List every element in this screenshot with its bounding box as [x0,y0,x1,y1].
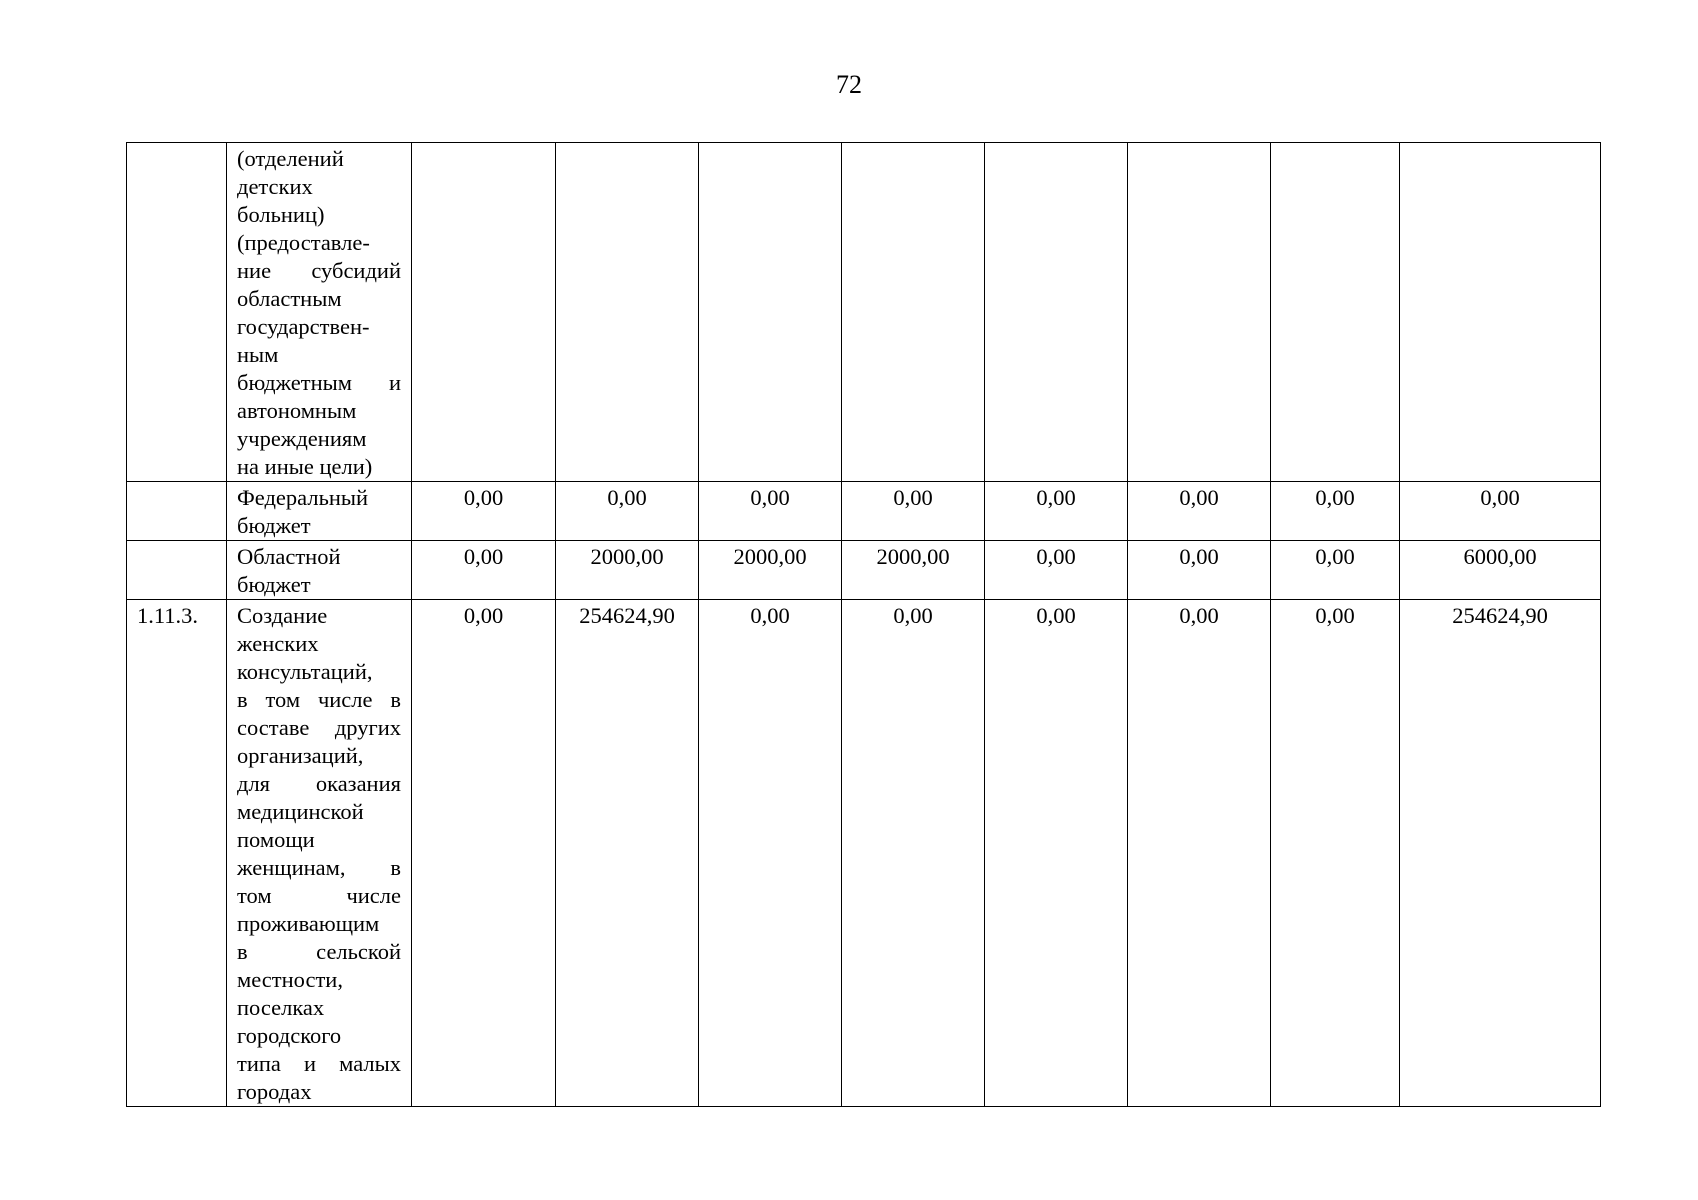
description-line: женских [237,631,319,656]
value-cell [699,143,842,482]
description-line: типа и малых [237,1051,401,1076]
budget-table [126,142,1601,1107]
description-cell [227,143,412,482]
value-cell: 0,00 [412,600,556,1107]
value-cell: 0,00 [1271,600,1400,1107]
value-cell: 0,00 [842,482,985,541]
description-line: (предоставле- [237,230,370,255]
value-cell [412,143,556,482]
description-line: ным [237,342,279,367]
row-number-cell [127,143,227,482]
description-line: автономным [237,398,357,423]
table-row [127,600,1601,1107]
description-line: детских [237,174,313,199]
description-line: ние субсидий [237,258,401,283]
description-line: (отделений [237,146,344,171]
row-number-cell [127,541,227,600]
value-cell [1128,143,1271,482]
description-line: в том числе в [237,687,401,712]
row-number-cell [127,482,227,541]
value-cell: 0,00 [1128,482,1271,541]
description-line: том числе [237,883,401,908]
description-line: бюджет [237,572,311,597]
description-line: государствен- [237,314,370,339]
row-number-cell: 1.11.3. [127,600,227,1107]
description-line: Областной [237,544,341,569]
value-cell: 0,00 [1128,600,1271,1107]
table-body [127,143,1601,1107]
description-line: организаций, [237,743,364,768]
value-cell: 2000,00 [842,541,985,600]
value-cell: 0,00 [985,600,1128,1107]
description-line: проживающим [237,911,380,936]
description-line: поселках [237,995,325,1020]
description-line: медицинской [237,799,364,824]
table-row [127,482,1601,541]
value-cell: 0,00 [985,482,1128,541]
value-cell: 6000,00 [1400,541,1601,600]
value-cell: 0,00 [842,600,985,1107]
description-cell [227,600,412,1107]
description-line: учреждениям [237,426,367,451]
description-line: больниц) [237,202,325,227]
value-cell: 0,00 [699,600,842,1107]
value-cell: 254624,90 [1400,600,1601,1107]
value-cell: 0,00 [699,482,842,541]
value-cell [556,143,699,482]
description-line: бюджетным и [237,370,401,395]
description-line: женщинам, в [237,855,401,880]
description-line: Федеральный [237,485,369,510]
value-cell: 0,00 [1271,482,1400,541]
value-cell [985,143,1128,482]
value-cell: 0,00 [985,541,1128,600]
table-row [127,541,1601,600]
description-line: в сельской [237,939,401,964]
value-cell [1271,143,1400,482]
value-cell [1400,143,1601,482]
description-line: консультаций, [237,659,373,684]
description-line: для оказания [237,771,401,796]
page-number: 72 [836,70,862,99]
description-line: городах [237,1079,312,1104]
value-cell: 0,00 [1128,541,1271,600]
description-line: местности, [237,967,343,992]
value-cell: 254624,90 [556,600,699,1107]
value-cell [842,143,985,482]
description-cell [227,482,412,541]
description-line: Создание [237,603,328,628]
description-line: на иные цели) [237,454,373,479]
description-line: областным [237,286,342,311]
description-cell [227,541,412,600]
value-cell: 2000,00 [556,541,699,600]
value-cell: 0,00 [1400,482,1601,541]
table-row [127,143,1601,482]
description-line: городского [237,1023,342,1048]
value-cell: 0,00 [412,482,556,541]
description-line: бюджет [237,513,311,538]
description-line: составе других [237,715,401,740]
description-line: помощи [237,827,315,852]
value-cell: 2000,00 [699,541,842,600]
value-cell: 0,00 [1271,541,1400,600]
value-cell: 0,00 [412,541,556,600]
value-cell: 0,00 [556,482,699,541]
